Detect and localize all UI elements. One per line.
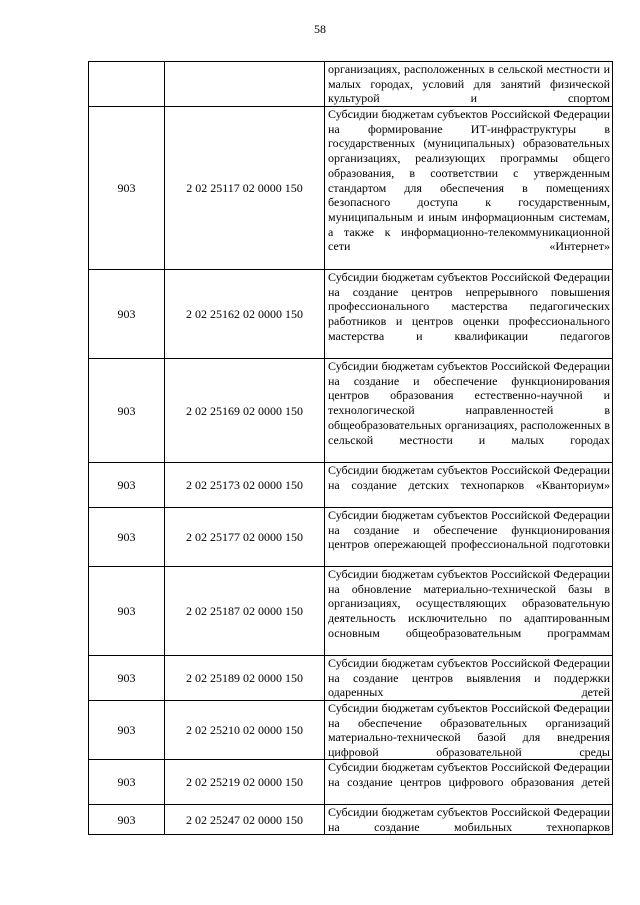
budget-code-cell: 2 02 25210 02 0000 150: [165, 701, 325, 760]
description-text: Субсидии бюджетам субъектов Российской Федерации на создание и обеспечение функционирования центров опережающей профессиональной подготовки: [328, 508, 610, 552]
admin-code-cell: 903: [89, 107, 165, 270]
budget-codes-table: [88, 61, 613, 835]
budget-code-cell: 2 02 25173 02 0000 150: [165, 463, 325, 508]
admin-code-cell: 903: [89, 701, 165, 760]
description-cell: [325, 656, 613, 701]
description-text: Субсидии бюджетам субъектов Российской Федерации на создание центров цифрового образования детей: [328, 760, 610, 789]
description-cell: [325, 107, 613, 270]
table-row: [89, 62, 613, 107]
admin-code-cell: 903: [89, 508, 165, 567]
admin-code-cell: [89, 62, 165, 107]
description-cell: [325, 567, 613, 656]
description-cell: [325, 463, 613, 508]
description-text: Субсидии бюджетам субъектов Российской Федерации на создание мобильных технопарков: [328, 805, 610, 834]
budget-code-cell: 2 02 25187 02 0000 150: [165, 567, 325, 656]
admin-code-cell: 903: [89, 270, 165, 359]
budget-code-cell: 2 02 25189 02 0000 150: [165, 656, 325, 701]
table-row: [89, 701, 613, 760]
table-row: [89, 270, 613, 359]
admin-code-cell: 903: [89, 359, 165, 463]
description-cell: [325, 805, 613, 835]
description-text: Субсидии бюджетам субъектов Российской Федерации на обеспечение образовательных организаций материально-технической базой для внедрения цифровой образовательной среды: [328, 701, 610, 759]
description-cell: [325, 760, 613, 805]
description-text: Субсидии бюджетам субъектов Российской Федерации на формирование ИТ-инфраструктуры в государственных (муниципальных) образовательных организациях, реализующих программы общего образования, в соответствии с утвержденным стандартом для обеспечения в помещениях безопасного доступа к государственным, муниципальным и иным информационным системам, а также к информационно-телекоммуникационной сети «Интернет»: [328, 107, 610, 254]
table-row: [89, 107, 613, 270]
table-row: [89, 656, 613, 701]
budget-code-cell: 2 02 25219 02 0000 150: [165, 760, 325, 805]
budget-code-cell: [165, 62, 325, 107]
table-row: [89, 359, 613, 463]
page-number: 58: [314, 22, 326, 36]
table-row: [89, 463, 613, 508]
admin-code-cell: 903: [89, 805, 165, 835]
admin-code-cell: 903: [89, 760, 165, 805]
description-text: Субсидии бюджетам субъектов Российской Федерации на создание детских технопарков «Кванториум»: [328, 463, 610, 492]
budget-code-cell: 2 02 25169 02 0000 150: [165, 359, 325, 463]
description-cell: [325, 62, 613, 107]
budget-code-cell: 2 02 25247 02 0000 150: [165, 805, 325, 835]
admin-code-cell: 903: [89, 656, 165, 701]
budget-code-cell: 2 02 25162 02 0000 150: [165, 270, 325, 359]
description-cell: [325, 270, 613, 359]
table-row: [89, 508, 613, 567]
budget-code-cell: 2 02 25177 02 0000 150: [165, 508, 325, 567]
admin-code-cell: 903: [89, 567, 165, 656]
description-cell: [325, 508, 613, 567]
description-text: Субсидии бюджетам субъектов Российской Федерации на создание и обеспечение функционирования центров образования естественно-научной и технологической направленностей в общеобразовательных организациях, расположенных в сельской местности и малых городах: [328, 359, 610, 447]
admin-code-cell: 903: [89, 463, 165, 508]
description-cell: [325, 701, 613, 760]
description-text: Субсидии бюджетам субъектов Российской Федерации на обновление материально-технической базы в организациях, осуществляющих образовательную деятельность исключительно по адаптированным основным общеобразовательным программам: [328, 567, 610, 640]
table-row: [89, 760, 613, 805]
table-row: [89, 567, 613, 656]
description-text: Субсидии бюджетам субъектов Российской Федерации на создание центров непрерывного повышения профессионального мастерства педагогических работников и центров оценки профессионального мастерства и квалификации педагогов: [328, 270, 610, 343]
budget-code-cell: 2 02 25117 02 0000 150: [165, 107, 325, 270]
table-row: [89, 805, 613, 835]
description-cell: [325, 359, 613, 463]
description-text: Субсидии бюджетам субъектов Российской Федерации на создание центров выявления и поддержки одаренных детей: [328, 656, 610, 700]
description-text: организациях, расположенных в сельской местности и малых городах, условий для занятий физической культурой и спортом: [328, 62, 610, 106]
